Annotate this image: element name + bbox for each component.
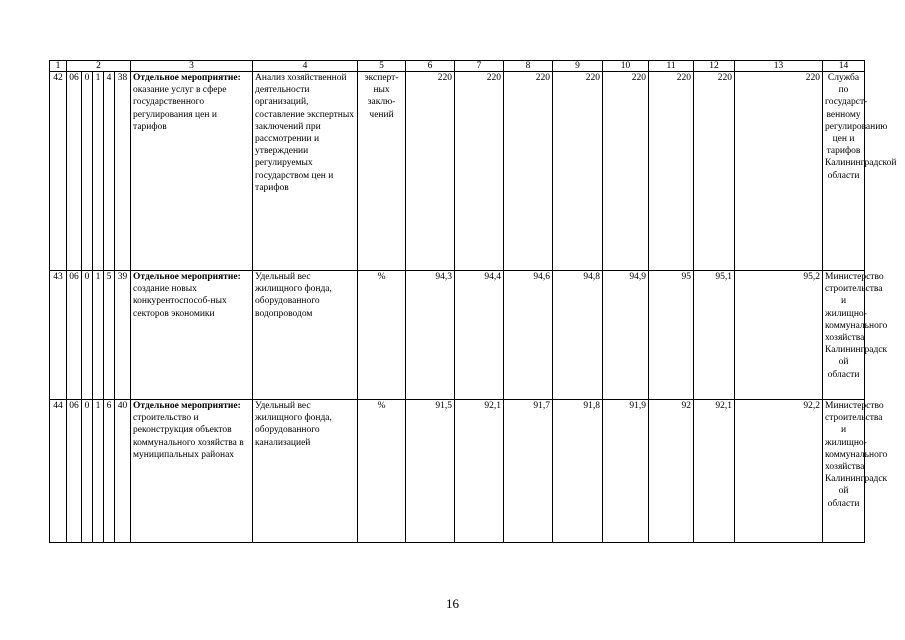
- code-cell: 1: [93, 72, 104, 271]
- responsible-cell: Министерство строительства и жилищно-коммунального хозяйства Калининградск ой области: [823, 400, 865, 543]
- code-cell: 40: [115, 400, 131, 543]
- event-description: оказание услуг в сфере государственного регулирования цен и тарифов: [133, 85, 227, 132]
- unit-cell: %: [358, 271, 406, 400]
- value-cell: 220: [603, 72, 649, 271]
- indicators-table: [49, 60, 897, 543]
- header-cell: 13: [735, 61, 823, 72]
- unit-cell: эксперт-ных заклю-чений: [358, 72, 406, 271]
- value-cell: 92,1: [455, 400, 504, 543]
- event-cell: [131, 400, 253, 543]
- value-cell: 220: [553, 72, 603, 271]
- code-cell: 0: [82, 400, 93, 543]
- code-cell: 38: [115, 72, 131, 271]
- value-cell: 92: [649, 400, 694, 543]
- code-cell: 39: [115, 271, 131, 400]
- responsible-cell: Министерство строительства и жилищно-коммунального хозяйства Калининградск ой области: [823, 271, 865, 400]
- value-cell: 91,7: [504, 400, 553, 543]
- indicator-cell: Удельный вес жилищного фонда, оборудованного водопроводом: [253, 271, 358, 400]
- event-title: Отдельное мероприятие:: [133, 401, 241, 411]
- header-cell: 12: [694, 61, 735, 72]
- code-cell: 0: [82, 271, 93, 400]
- value-cell: 220: [504, 72, 553, 271]
- value-cell: 95,1: [694, 271, 735, 400]
- header-cell: 2: [67, 61, 131, 72]
- header-cell: 4: [253, 61, 358, 72]
- header-cell: 5: [358, 61, 406, 72]
- value-cell: 95: [649, 271, 694, 400]
- table-row: [50, 72, 865, 271]
- value-cell: 220: [649, 72, 694, 271]
- value-cell: 94,6: [504, 271, 553, 400]
- value-cell: 91,9: [603, 400, 649, 543]
- value-cell: 94,8: [553, 271, 603, 400]
- header-row: [50, 61, 865, 72]
- code-cell: 06: [67, 400, 82, 543]
- row-number: 43: [50, 271, 67, 400]
- indicator-cell: Анализ хозяйственной деятельности организаций, составление экспертных заключений при рассмотрении и утверждении регулируемых государством цен и тарифов: [253, 72, 358, 271]
- value-cell: 92,1: [694, 400, 735, 543]
- event-title: Отдельное мероприятие:: [133, 272, 241, 282]
- value-cell: 94,4: [455, 271, 504, 400]
- header-cell: 8: [504, 61, 553, 72]
- header-cell: 1: [50, 61, 67, 72]
- code-cell: 1: [93, 400, 104, 543]
- value-cell: 220: [694, 72, 735, 271]
- header-cell: 11: [649, 61, 694, 72]
- header-cell: 9: [553, 61, 603, 72]
- unit-cell: %: [358, 400, 406, 543]
- header-cell: 10: [603, 61, 649, 72]
- value-cell: 220: [455, 72, 504, 271]
- value-cell: 220: [406, 72, 455, 271]
- header-cell: 14: [823, 61, 865, 72]
- code-cell: 06: [67, 271, 82, 400]
- page-number: 16: [446, 596, 459, 611]
- value-cell: 95,2: [735, 271, 823, 400]
- value-cell: 94,3: [406, 271, 455, 400]
- value-cell: 92,2: [735, 400, 823, 543]
- table-row: [50, 271, 865, 400]
- responsible-cell: Служба по государст-венному регулированию цен и тарифов Калининградской области: [823, 72, 865, 271]
- indicator-cell: Удельный вес жилищного фонда, оборудованного канализацией: [253, 400, 358, 543]
- value-cell: 91,8: [553, 400, 603, 543]
- table-body: [50, 61, 897, 543]
- event-cell: [131, 72, 253, 271]
- code-cell: 0: [82, 72, 93, 271]
- value-cell: 220: [735, 72, 823, 271]
- code-cell: 4: [104, 72, 115, 271]
- header-cell: 6: [406, 61, 455, 72]
- value-cell: 94,9: [603, 271, 649, 400]
- code-cell: 6: [104, 400, 115, 543]
- event-description: строительство и реконструкция объектов коммунального хозяйства в муниципальных районах: [133, 413, 244, 460]
- table-row: [50, 400, 865, 543]
- code-cell: 1: [93, 271, 104, 400]
- code-cell: 06: [67, 72, 82, 271]
- row-number: 44: [50, 400, 67, 543]
- event-description: создание новых конкурентоспособ-ных секторов экономики: [133, 284, 227, 319]
- row-number: 42: [50, 72, 67, 271]
- event-cell: [131, 271, 253, 400]
- header-cell: 3: [131, 61, 253, 72]
- code-cell: 5: [104, 271, 115, 400]
- header-cell: 7: [455, 61, 504, 72]
- event-title: Отдельное мероприятие:: [133, 73, 241, 83]
- value-cell: 91,5: [406, 400, 455, 543]
